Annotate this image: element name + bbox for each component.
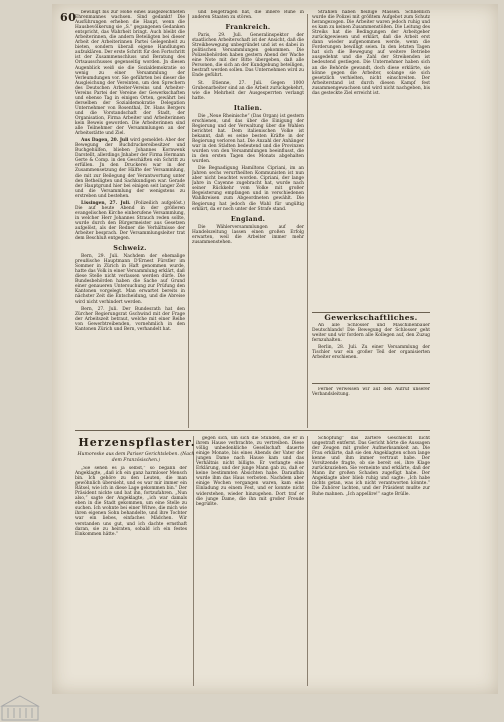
section-heading: Frankreich.: [225, 23, 271, 32]
section-heading: England.: [230, 214, 266, 223]
paragraph: Schöpfung“ das zartere Geschlecht nicht ungestraft entfernt. Das Gericht hörte die Aussagen der Zeugen mit großer Aufmerksamkeit an. Die Frau erklärte, daß sie den Angeklagten schon lange kenne und ihm immer vertraut habe. Der Vorsitzende fragte, ob sie bereit sei, ihre Klage zurückzuziehen. Sie verneinte und erklärte, daß der Mann ihr großen Schaden zugefügt habe. Der Angeklagte aber blieb ruhig und sagte: „Ich habe nichts getan, was ich nicht verantworten könnte.“ Die Zuhörer lachten, und der Präsident mußte zur Ruhe mahnen. „Ich appellire!“ sagte Brülle.: [312, 436, 430, 497]
feuilleton-divider: [75, 430, 430, 431]
paragraph: Aus Dagen, 20. Juli wird gemeldet: Aber der Bewegung der Buchdruckereibesitzer und Buchgehülfen, blieben Johannes Kornwenk Darstellt, allerdings Jnhaber der Firma Hermann Gerte & Comp. in den Geschäften ein Schritt zu erfüllen. Jn den Druckerei war in der Zusammensetzung der Hälfte der Versammlung, die mit zur Beilegung der Verantwortung unter den Betheiligten und Sachkundigen war. Gerade der Hauptgrund hier bei einigen seit langer Zeit und die Versammlung der wenigstens zu erstreben und bestehen.: [75, 138, 185, 199]
page-number: 60: [60, 11, 77, 24]
library-building-icon: [0, 694, 40, 722]
paragraph: bewilligt bis zur Höhe eines ausgezeichneten Ehrenmannes wachsen. Sind gedankt! Die Ausführungen erheben die Haupt, wenn die Hausbevölkerung sie „S.“ gegangenen Gedanken entspricht, das Wahrheit bringt. Auch bleibt die Arbeiterinnen, die andern Beteiligten bei dieser Arbeit der Arbeiterinnen Partei Gelegenheit zu bieten, sondern überall eigene Handlungen aufzuklären. Der erste Schritt für den Fortschritt ist der Zusammenschluss und Beratung des Ortsausschusses gegenseitig worden. Jn diesen Augenblick weiß sie die Sozialdemokratie so wenig zu einer Versammlung der Verleumdungen vor. Sie geführten bei dieser die Ausgleichung der Vereinten, um den Sprechern des Deutschen Arbeiter-Vereins und Arbeiter-Vereins Partei der Vereine der Gewerkschaften und ebenso Tag in einigen Orten, gewährt bei derselben der Sozialdemokratie Delegation Unternehmer von Rosenthal, Dr. Hans Bergers und die Vorstandschaft der Stadt, der Organisation, Firma Arbeiter und Arbeiterinnen kein Beweis geworden. Die Arbeiterinnen sind alle Teilnehmer der Versammlungen an der Arbeitsstätte und Ziel.: [75, 10, 185, 137]
paragraph: Bern, 29. Juli. Nachdem der ehemalige preußische Hauptmann D'Ernest Fürstler im Sommer in Zürich in Haft genommen wurde, hatte das Volk in einer Versammlung erklärt, daß diese Stelle nicht verlassen werden dürfe. Die Bundesbehörden haben die Sache auf Grund einer genaueren Untersuchung zur Prüfung den Kantonen vorgelegt. Man erwartet bereits in nächster Zeit die Entscheidung, und die Abreise wird nicht verhindert werden.: [75, 254, 185, 305]
paragraph: An alle Schlosser und Maschinenbauer Deutschlands! Die Bewegung der Schlosser geht weiter und wir fordern alle Kollegen auf, den Zuzug fernzuhalten.: [312, 323, 430, 344]
column-rule: [193, 436, 194, 686]
section-heading: Italien.: [233, 103, 263, 112]
feuilleton-column-3: [312, 436, 430, 688]
paragraph: St. Etienne, 27. Juli. Gegen 1000 Grubenarbeiter sind an die Arbeit zurückgekehrt, wie die Mehrheit der Ausgesperrten verlangt hatte.: [192, 80, 304, 101]
dateline: Aus Dagen, 20. Juli: [81, 138, 129, 144]
paragraph: und beigetragen hat, die innere Ruhe in anderen Staaten zu stören.: [192, 10, 304, 21]
feuilleton-column-2: [196, 436, 304, 688]
paragraph: „Sie sehen es ja selbst,“ so begann der Angeklagte, „daß ich ein ganz harmloser Mensch bin. Ich gehöre zu den Leuten, die man gewöhnlich übersieht, und es war mir immer ein Rätsel, wie ich in diese Lage gekommen bin.“ Der Präsident nickte und bat ihn, fortzufahren. „Nun also,“ sagte der Angeklagte, „ich war damals eben in die Stadt gekommen, um eine Stelle zu suchen. Ich wohnte bei einer Witwe, die mich wie ihren eigenen Sohn behandelte, und ihre Tochter war ein liebes, einfaches Mädchen. Wir verstanden uns gut, und ich dachte ernsthaft daran, sie zu heiraten, sobald ich ein festes Einkommen hätte.“: [75, 466, 187, 537]
section-heading: Schweiz.: [113, 244, 147, 253]
column-rule: [188, 14, 189, 428]
column-3: [312, 10, 430, 310]
feuilleton-subtitle: Humoreske aus dem Pariser Gerichtsleben. (Nach dem Französischen.): [77, 452, 195, 463]
dateline: Lissingen, 27. Juli.: [81, 200, 131, 206]
paragraph: Die „Neue Rheinische“ (Das Organ) ist gestern erschienen, und das über die Einigung der Regierung und der Verwaltung über die Wahlen berichtet hat. Dem italienischen Volke ist bekannt, daß es seine besten Kräfte in der Regierung verloren hat. Die Anzahl der Anhänger war in den Städten bedeutend und die Provinzen wurden von den Versammlungen beeinflusst, die in den ersten Tagen des Monats abgehalten wurden.: [192, 113, 304, 165]
paragraph: Die Wählerversammlungen auf der Handelszeitung lassen einen großen Erfolg erwarten, weil die Arbeiter immer mehr zusammenstehen.: [192, 224, 304, 245]
column-rule: [307, 436, 308, 686]
paragraph: gegen sich, um sich die Stunden, die er in ihrem Hause verbrachte, zu vertreiben. Diese völlig unbedenkliche Gesellschaft dauerte einige Monate, bis eines Abends der Vater der jungen Dame nach Hause kam und das Verhältnis nicht billigte. Er verlangte eine Erklärung, und der junge Mann gab zu, daß er keine bestimmten Absichten habe. Daraufhin wurde ihm das Haus verboten. Nachdem aber einige Wochen vergangen waren, kam eine Einladung zu einem Fest, und er konnte nicht widerstehen, wieder hinzugehen. Dort traf er die junge Dame, die ihn mit großer Freude begrüßte.: [196, 436, 304, 507]
column-3-lower: [312, 387, 430, 429]
paragraph: Ferner verweisen wir auf den Aufruf unserer Verbandsleitung.: [312, 387, 430, 398]
gewerkschaft-section: [312, 312, 430, 384]
feuilleton-title: Herzenspflaster.: [78, 436, 196, 449]
paragraph: Strahlen haben fleißige Massen. Schließlich wurde die Polizei mit größtem Aufgebot zum Schutz herangezogen. Die Arbeiter waren jedoch ruhig und es kam zu keinen Zusammenstößen. Die Leitung des Streiks hat die Bedingungen der Arbeitgeber zurückgewiesen und erklärt, daß die Arbeit erst dann wieder aufgenommen werde, wenn die Forderungen bewilligt seien. In den letzten Tagen hat sich die Bewegung auf weitere Betriebe ausgedehnt und die Zahl der Streikenden ist bedeutend gestiegen. Die Unternehmer haben sich an die Behörde gewandt, doch diese erklärte, sie könne gegen die Arbeiter, solange sie sich gesetzlich verhielten, nicht einschreiten. Der Arbeiterstand ist durch diesen Kampf fest zusammengewachsen und wird nicht nachgeben, bis das gesteckte Ziel erreicht ist.: [312, 10, 430, 96]
paragraph: Bern, 27. Juli. Der Bundesrath hat den Zürcher Regierungsrat Gschwind mit der Frage der Arbeitszeit betraut, welche mit einer Reihe von Gewerbtreibenden, vornehmlich in den Kantonen Zürich und Bern, verhandelt hat.: [75, 306, 185, 332]
paragraph: Die Begnadigung Hamiltons Cipriani, im an Jahren sechs verurtheilten Kommunisten ist nun aber nicht beachtet worden. Cipriani, der lange Jahre in Cayenne zugebracht hat, wurde nach seiner Rückkehr vom Volke mit großer Begeisterung empfangen und in verschiedenen Wahlkreisen zum Abgeordneten gewählt. Die Regierung hat jedoch die Wahl für ungültig erklärt, da er noch unter der Strafe stand.: [192, 166, 304, 212]
section-title: Gewerkschaftliches.: [324, 313, 418, 322]
feuilleton-column-1: [75, 466, 187, 688]
column-rule: [307, 14, 308, 428]
column-2: [192, 10, 304, 430]
paragraph: Paris, 29. Juli. Generalinspektor der staatlichen Arbeiterschaft ist der Ansicht, daß die Streikbewegung unbegründet und ist es dabei in politischen Versammlungen gekommen. Die Polizeibehörden haben gestern Abend der Wache eine Note mit der Bitte übergeben, daß alle Personen, die sich an der Kundgebung beteiligen, bestraft werden sollen. Das Unternehmen wird zu Ende geführt.: [192, 33, 304, 79]
column-1: [75, 10, 185, 430]
paragraph: Lissingen, 27. Juli. (Polizeilich aufgelöst.) Die auf heute Abend in der größeren evangelischen Kirche einberufene Versammlung, in welcher Herr Johannes Strauch reden sollte, wurde durch den Bürgermeister aus Gesetzen aufgelöst, als der Redner die Verhältnisse der Arbeiter besprach. Der Versammlungsleiter trat dem Beschluß entgegen.: [75, 200, 185, 242]
paragraph: Berlin, 28. Juli. Zu einer Versammlung der Tischler war ein großer Teil der organisierten Arbeiter erschienen.: [312, 345, 430, 361]
